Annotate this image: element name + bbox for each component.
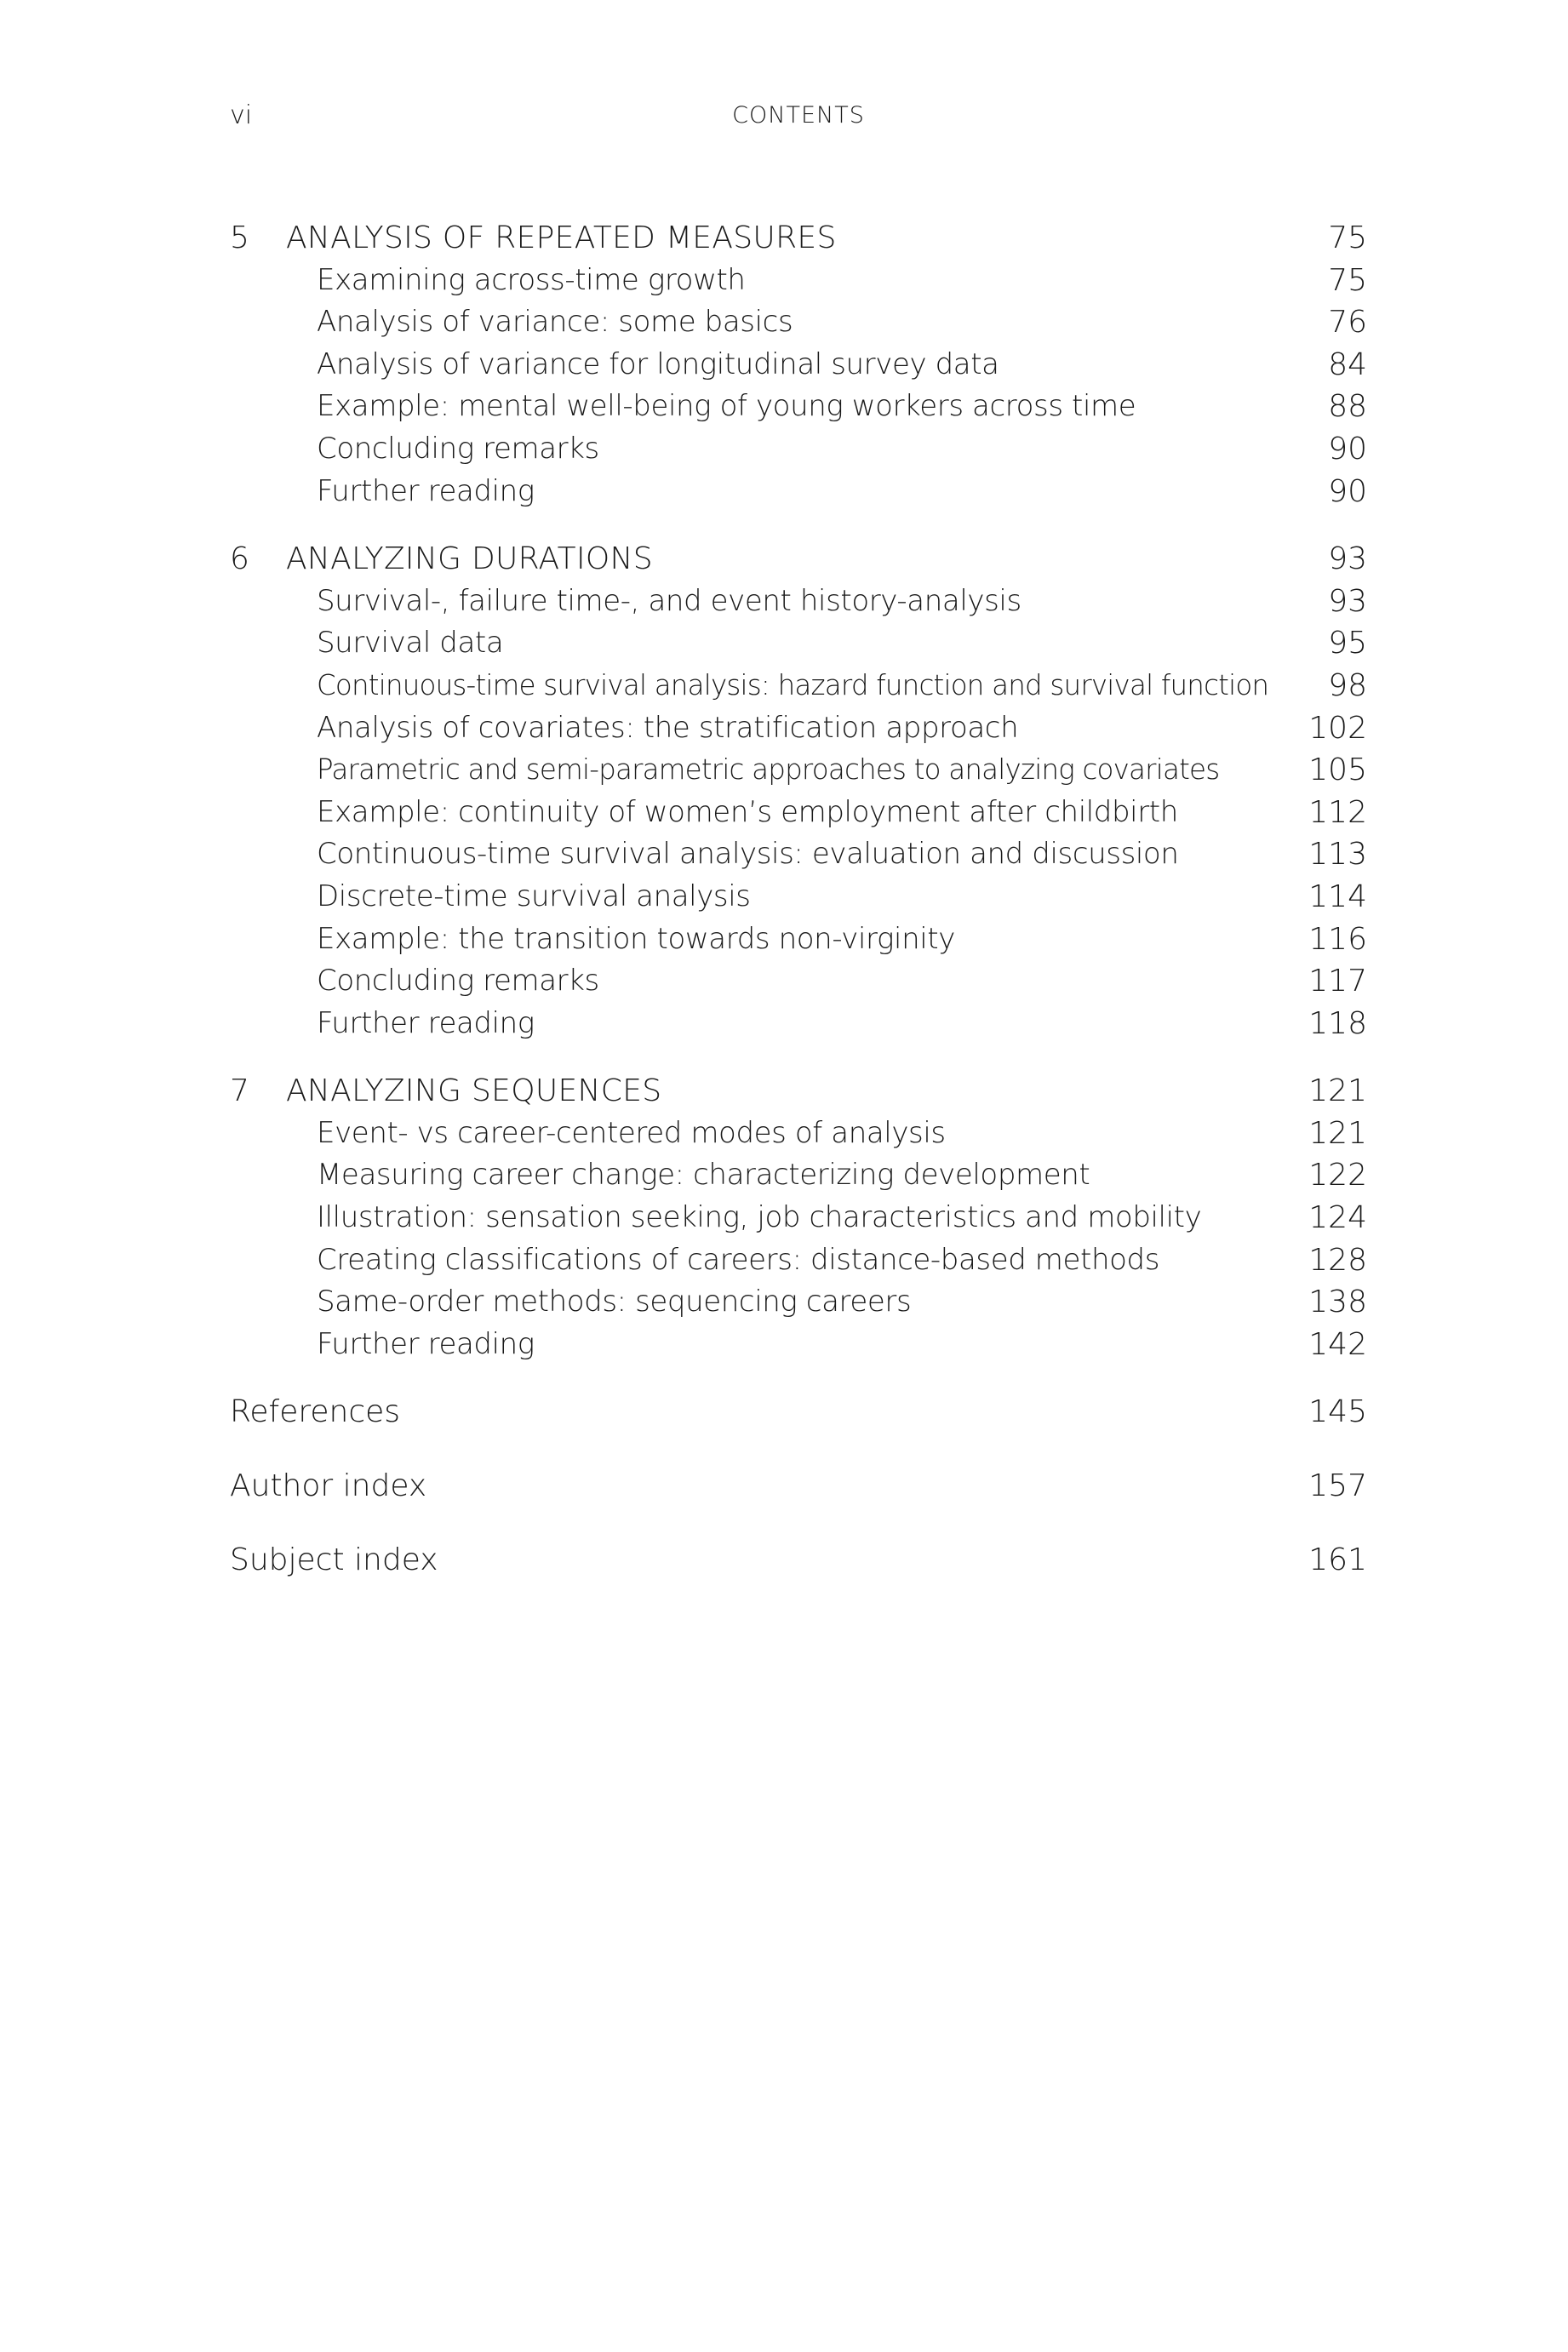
backmatter (230, 1391, 1367, 1581)
entry-page: 114 (1308, 878, 1367, 914)
toc-entry[interactable] (230, 428, 1367, 471)
toc-entry[interactable] (230, 1113, 1367, 1155)
entry-page: 98 (1328, 667, 1367, 703)
entry-title: Creating classifications of careers: distance-based methods (317, 1242, 1160, 1277)
entry-page: 128 (1308, 1242, 1367, 1278)
entry-title: Analysis of variance: some basics (317, 305, 793, 340)
entry-page: 93 (1328, 583, 1367, 619)
entry-title: Survival data (317, 626, 504, 661)
chapter-heading[interactable] (230, 217, 1367, 260)
entry-title: Analysis of covariates: the stratification approach (317, 710, 1019, 745)
entry-page: 90 (1328, 431, 1367, 466)
entry-page: 161 (1308, 1542, 1367, 1577)
entry-page: 76 (1328, 305, 1367, 340)
toc-entry[interactable] (230, 1003, 1367, 1045)
backmatter-subject-index[interactable] (230, 1539, 1367, 1582)
chapter-number: 6 (230, 541, 249, 577)
entry-title: Example: mental well-being of young workers across time (317, 389, 1136, 424)
chapter-number: 7 (230, 1073, 249, 1109)
entry-title: Parametric and semi-parametric approaches to analyzing covariates (317, 753, 1220, 787)
toc-entry[interactable] (230, 960, 1367, 1003)
entry-title: Measuring career change: characterizing development (317, 1158, 1090, 1193)
entry-page: 84 (1328, 346, 1367, 382)
entry-title: Example: the transition towards non-virginity (317, 921, 955, 956)
toc-entry[interactable] (230, 622, 1367, 665)
entry-page: 145 (1308, 1394, 1367, 1430)
entry-page: 88 (1328, 389, 1367, 425)
toc-entry[interactable] (230, 918, 1367, 961)
table-of-contents (230, 217, 1367, 1612)
entry-page: 121 (1308, 1115, 1367, 1151)
toc-entry[interactable] (230, 301, 1367, 344)
toc-entry[interactable] (230, 471, 1367, 513)
entry-page: 113 (1308, 837, 1367, 873)
toc-entry[interactable] (230, 707, 1367, 750)
entry-title: Continuous-time survival analysis: evaluation and discussion (317, 837, 1179, 872)
entry-page: 124 (1308, 1200, 1367, 1236)
chapter-title: ANALYZING DURATIONS (286, 541, 653, 577)
entry-title: Event- vs career-centered modes of analysis (317, 1115, 946, 1150)
backmatter-author-index[interactable] (230, 1465, 1367, 1508)
entry-title: References (230, 1394, 401, 1430)
chapter-number: 5 (230, 220, 249, 255)
entry-title: Discrete-time survival analysis (317, 878, 751, 913)
toc-entry[interactable] (230, 749, 1367, 792)
chapter-page: 93 (1328, 541, 1367, 577)
entry-title: Continuous-time survival analysis: hazard function and survival function (317, 668, 1269, 701)
entry-title: Analysis of variance for longitudinal survey data (317, 346, 999, 381)
entry-page: 90 (1328, 473, 1367, 509)
entry-title: Concluding remarks (317, 431, 599, 466)
chapter-7 (230, 1070, 1367, 1365)
toc-entry[interactable] (230, 876, 1367, 918)
entry-page: 75 (1328, 262, 1367, 298)
entry-page: 105 (1308, 753, 1367, 788)
chapter-5 (230, 217, 1367, 512)
entry-page: 116 (1308, 921, 1367, 957)
toc-entry[interactable] (230, 833, 1367, 876)
entry-title: Further reading (317, 473, 535, 508)
toc-entry[interactable] (230, 1281, 1367, 1324)
entry-page: 95 (1328, 626, 1367, 661)
entry-title: Illustration: sensation seeking, job characteristics and mobility (317, 1200, 1202, 1235)
entry-title: Survival-, failure time-, and event history-analysis (317, 583, 1021, 618)
entry-page: 142 (1308, 1326, 1367, 1362)
entry-page: 118 (1308, 1005, 1367, 1041)
entry-page: 102 (1308, 710, 1367, 746)
entry-title: Example: continuity of women’s employment after childbirth (317, 794, 1178, 829)
toc-entry[interactable] (230, 792, 1367, 834)
toc-entry[interactable] (230, 260, 1367, 302)
toc-entry[interactable] (230, 1239, 1367, 1282)
chapter-title: ANALYZING SEQUENCES (286, 1073, 662, 1109)
page-folio: vi (230, 100, 253, 130)
entry-page: 157 (1308, 1468, 1367, 1504)
entry-page: 112 (1308, 794, 1367, 830)
chapter-heading[interactable] (230, 538, 1367, 581)
chapter-page: 121 (1308, 1073, 1367, 1109)
entry-title: Author index (230, 1468, 427, 1504)
entry-page: 117 (1308, 964, 1367, 999)
entry-title: Same-order methods: sequencing careers (317, 1285, 912, 1319)
running-head-title: CONTENTS (732, 102, 865, 129)
backmatter-references[interactable] (230, 1391, 1367, 1434)
toc-entry[interactable] (230, 386, 1367, 428)
entry-title: Further reading (317, 1326, 535, 1361)
toc-entry[interactable] (230, 1324, 1367, 1366)
entry-title: Examining across-time growth (317, 262, 746, 297)
toc-entry[interactable] (230, 1154, 1367, 1197)
running-head (230, 100, 1367, 140)
entry-title: Concluding remarks (317, 964, 599, 999)
chapter-page: 75 (1328, 220, 1367, 255)
toc-entry[interactable] (230, 344, 1367, 386)
entry-page: 122 (1308, 1158, 1367, 1193)
toc-entry[interactable] (230, 1197, 1367, 1239)
entry-title: Subject index (230, 1542, 438, 1577)
chapter-heading[interactable] (230, 1070, 1367, 1113)
chapter-title: ANALYSIS OF REPEATED MEASURES (286, 220, 837, 255)
toc-entry[interactable] (230, 665, 1367, 707)
entry-page: 138 (1308, 1285, 1367, 1320)
toc-entry[interactable] (230, 581, 1367, 623)
chapter-6 (230, 538, 1367, 1044)
entry-title: Further reading (317, 1005, 535, 1040)
